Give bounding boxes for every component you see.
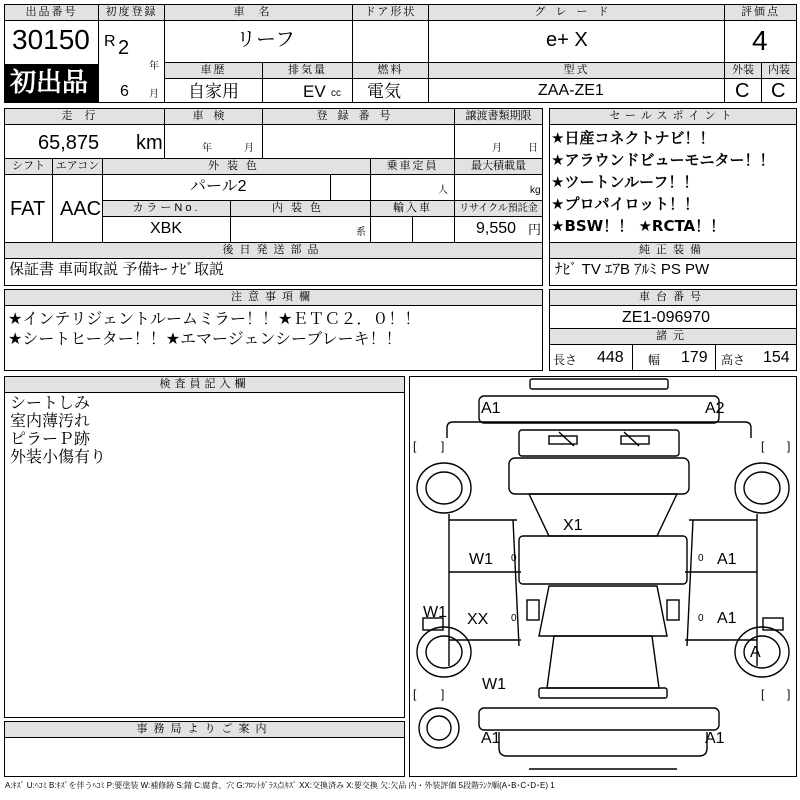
model-code-label: 型式 (429, 63, 724, 78)
grade-value: e+ X (546, 29, 588, 51)
inspector-line-3: ピラーＰ跡 (10, 431, 91, 448)
sales-point-2: ★アラウンドビューモニター！！ (551, 151, 775, 169)
height-label: 高さ (721, 353, 746, 367)
tick-left-rear: 0 (511, 613, 517, 624)
recycle-label: リサイクル預託金 (455, 201, 542, 216)
width-label: 幅 (648, 353, 661, 367)
inspector-line-4: 外装小傷有り (10, 449, 107, 466)
bracket-left-rear-close: ] (441, 687, 445, 701)
car-name: リーフ (236, 29, 295, 51)
bracket-left-rear-open: [ (413, 687, 417, 701)
mark-left-front-door: W1 (469, 551, 493, 568)
office-label: 事務局よりご案内 (5, 722, 404, 737)
mark-front-right: A2 (705, 400, 725, 417)
interior-grade: C (771, 80, 786, 102)
inspector-label: 検査員記入欄 (5, 377, 404, 392)
reg-year: 2 (118, 37, 130, 59)
transfer-month-unit: 月 (492, 143, 502, 154)
bracket-right-front-open: [ (761, 439, 765, 453)
equipment-value: ﾅﾋﾞ TV ｴｱB ｱﾙﾐ PS PW (555, 261, 710, 278)
notes-label: 注意事項欄 (5, 290, 542, 305)
tick-left-front: 0 (511, 553, 517, 564)
notes-line-1: ★インテリジェントルームミラー！！★ＥＴＣ２．０！！ (8, 309, 421, 328)
mark-rear-right: A1 (705, 730, 725, 747)
interior-color-label: 内装色 (231, 201, 370, 216)
grade-label: グレード (429, 5, 724, 20)
transfer-day-unit: 日 (528, 143, 538, 154)
sales-point-1: ★日産コネクトナビ！！ (551, 129, 715, 147)
mark-roof: X1 (563, 517, 583, 534)
fuel-value: 電気 (367, 82, 401, 101)
mark-front-left: A1 (481, 400, 501, 417)
tick-right-front: 0 (698, 553, 704, 564)
history-value: 自家用 (188, 82, 239, 101)
lot-number: 30150 (12, 24, 90, 55)
sales-point-4: ★プロパイロット！！ (551, 195, 700, 213)
later-parts-value: 保証書 車両取説 予備ｷｰ ﾅﾋﾞ取説 (9, 261, 225, 278)
bracket-right-rear-close: ] (787, 687, 791, 701)
width-value: 179 (681, 349, 708, 366)
color-value: パール2 (190, 178, 247, 195)
mileage-unit: km (136, 132, 163, 154)
displacement-label: 排気量 (263, 63, 352, 78)
sales-points-label: セールスポイント (550, 109, 796, 124)
transfer-label: 譲渡書類期限 (455, 109, 542, 124)
door-label: ドア形状 (353, 5, 428, 20)
shift-value: FAT (10, 198, 46, 220)
bracket-right-front-close: ] (787, 439, 791, 453)
reg-month: 6 (120, 83, 129, 100)
mark-rear-left: A1 (481, 730, 501, 747)
displacement-value: EV (303, 82, 326, 101)
interior-color-unit: 系 (356, 227, 366, 238)
mark-right-rear-door: A1 (717, 610, 737, 627)
legend-text: A:ｷｽﾞ U:ﾍｺﾐ B:ｷｽﾞを伴うﾍｺﾐ P:要塗装 W:補修跡 S:錆 C:腐食、穴 G:ﾌﾛﾝﾄｶﾞﾗｽ点ｷｽﾞ XX:交換済み X:要交換 欠:欠品 内・外装評価 5段階ﾗﾝｸ順(A･B･C･D･E) 1 (5, 781, 555, 790)
reg-label: 初度登録 (99, 5, 164, 20)
inspector-line-1: シートしみ (10, 395, 91, 412)
shift-label: シフト (5, 159, 52, 174)
color-no-label: カラーNo. (103, 201, 230, 216)
inspector-line-2: 室内薄汚れ (10, 413, 91, 430)
chassis-label: 車台番号 (550, 290, 796, 305)
mark-left-rear-door: XX (467, 611, 489, 628)
bracket-left-front-open: [ (413, 439, 417, 453)
inspection-month-unit: 月 (244, 143, 254, 154)
capacity-label: 乗車定員 (371, 159, 454, 174)
capacity-unit: 人 (438, 185, 448, 196)
height-value: 154 (763, 349, 790, 366)
reg-month-unit: 月 (149, 89, 159, 100)
max-load-unit: kg (530, 185, 541, 196)
model-code: ZAA-ZE1 (538, 82, 604, 99)
ac-value: AAC (60, 198, 102, 220)
recycle-unit: 円 (528, 222, 542, 237)
import-label: 輸入車 (371, 201, 454, 216)
color-label: 外装色 (103, 159, 370, 174)
color-no-value: XBK (150, 220, 183, 237)
score-label: 評価点 (725, 5, 796, 20)
mark-right-front-door: A1 (717, 551, 737, 568)
ac-label: エアコン (53, 159, 102, 174)
first-listing-text: 初出品 (10, 67, 89, 97)
reg-year-unit: 年 (149, 61, 159, 72)
later-parts-label: 後日発送部品 (5, 243, 542, 258)
score-value: 4 (752, 25, 768, 56)
car-name-label: 車名 (165, 5, 352, 20)
exterior-grade: C (735, 80, 750, 102)
inspection-label: 車検 (165, 109, 262, 124)
lot-no-label: 出品番号 (5, 5, 98, 20)
mileage-label: 走行 (5, 109, 164, 124)
plate-label: 登録番号 (263, 109, 454, 124)
max-load-label: 最大積載量 (455, 159, 542, 174)
bracket-left-front-close: ] (441, 439, 445, 453)
mark-left-sill: W1 (423, 604, 447, 621)
sales-point-5: ★BSW！！ ★RCTA！！ (551, 217, 726, 235)
notes-line-2: ★シートヒーター！！★エマージェンシーブレーキ！！ (8, 329, 402, 348)
history-label: 車歴 (165, 63, 262, 78)
tick-right-rear: 0 (698, 613, 704, 624)
mark-right-wheel: A (750, 644, 761, 661)
displacement-unit: cc (331, 88, 341, 99)
exterior-label: 外装 (725, 63, 761, 78)
interior-label: 内装 (762, 63, 796, 78)
fuel-label: 燃料 (353, 63, 428, 78)
sales-point-3: ★ツートンルーフ！！ (551, 173, 699, 191)
length-value: 448 (597, 349, 624, 366)
recycle-value: 9,550 (476, 220, 517, 237)
length-label: 長さ (553, 353, 578, 367)
dimensions-label: 諸元 (550, 329, 796, 344)
chassis-value: ZE1-096970 (622, 309, 711, 326)
reg-era: R (104, 33, 116, 50)
bracket-right-rear-open: [ (761, 687, 765, 701)
car-outline (409, 376, 797, 777)
mileage-value: 65,875 (38, 132, 100, 154)
equipment-label: 純正装備 (550, 243, 796, 258)
inspection-year-unit: 年 (202, 143, 212, 154)
mark-left-quarter: W1 (482, 676, 506, 693)
